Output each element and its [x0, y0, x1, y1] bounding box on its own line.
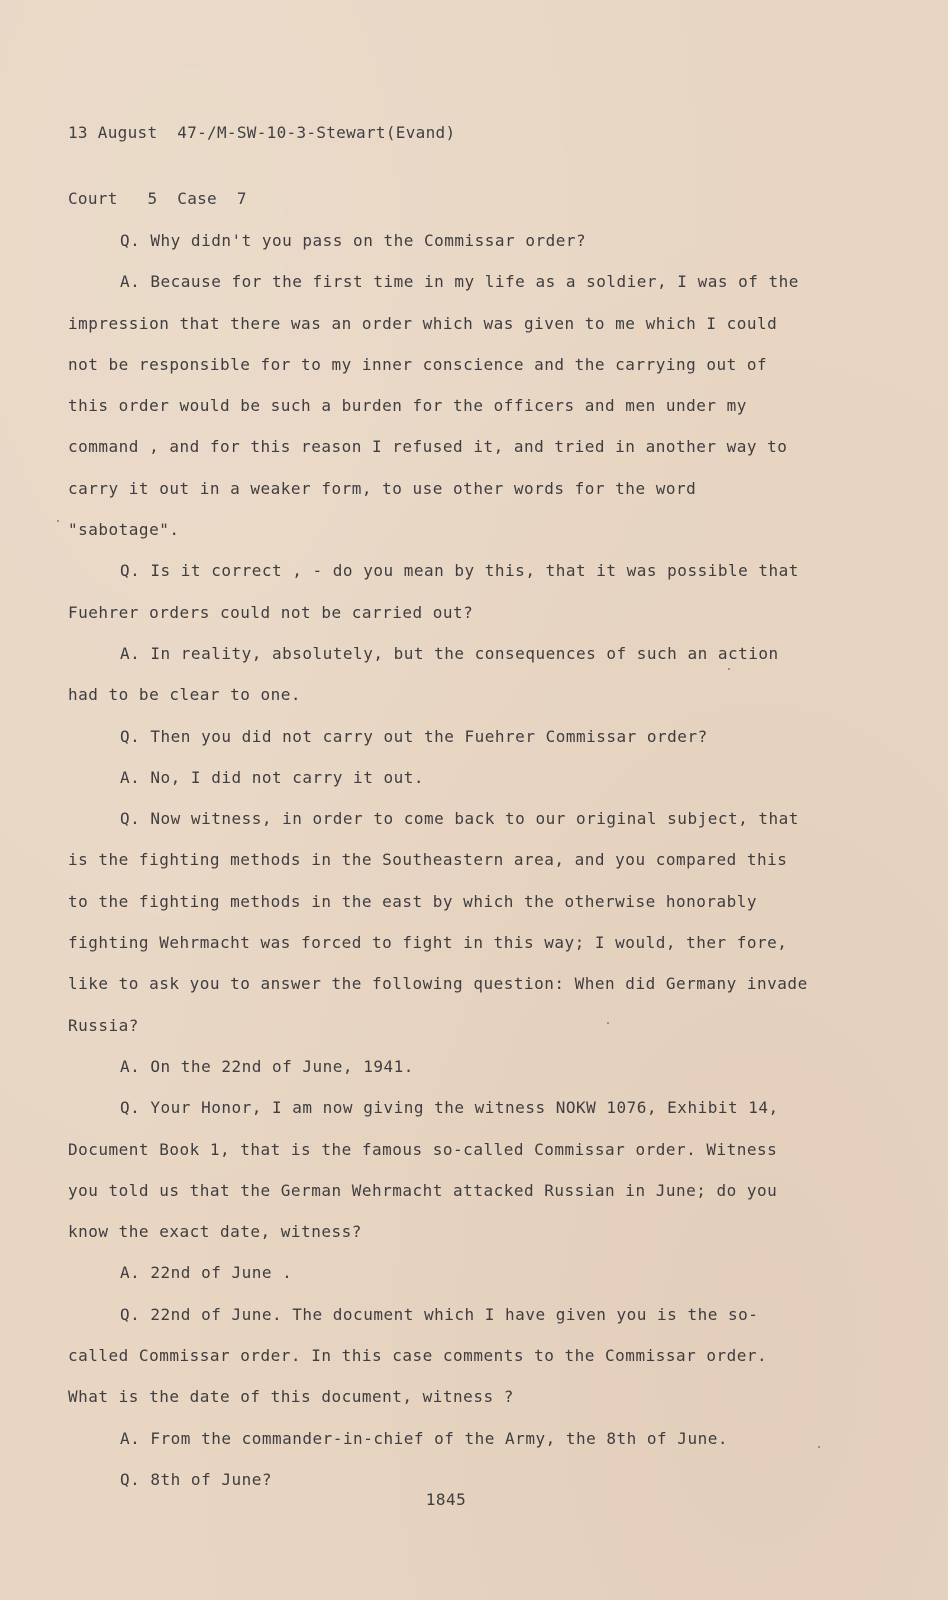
paper-speck — [728, 668, 730, 670]
transcript-paragraph: A. Because for the first time in my life as a soldier, I was of the impression that there was an order which was given to me which I could not be responsible for to my inner conscience and the carrying out of this order would be such a burden for the officers and men under my command , and for this reason I refused it, and tried in another way to carry it out in a weaker form, to use other words for the word "sabotage". — [68, 272, 799, 540]
transcript-paragraph: A. From the commander-in-chief of the Army, the 8th of June. — [120, 1428, 728, 1448]
transcript-paragraph: Q. Is it correct , - do you mean by this, that it was possible that Fuehrer orders could not be carried out? — [68, 561, 799, 622]
paper-speck — [57, 520, 59, 522]
transcript-paragraph: Q. 22nd of June. The document which I have given you is the so-called Commissar order. In this case comments to the Commissar order. What is the date of this document, witness ? — [68, 1304, 768, 1407]
header-date-reference: 13 August 47-/M-SW-10-3-Stewart(Evand) — [68, 123, 456, 142]
transcript-paragraph: Q. Now witness, in order to come back to our original subject, that is the fighting methods in the Southeastern area, and you compared this to the fighting methods in the east by which the otherwise honorably fighting Wehrmacht was forced to fight in this way; I would, ther fore, like to ask you to answer the following question: When did Germany invade Russia? — [68, 809, 808, 1035]
transcript-paragraph: Q. Then you did not carry out the Fuehrer Commissar order? — [120, 726, 708, 746]
transcript-paragraph: A. In reality, absolutely, but the consequences of such an action had to be clear to one. — [68, 643, 779, 705]
transcript-paragraph: Q. Your Honor, I am now giving the witness NOKW 1076, Exhibit 14, Document Book 1, that is the famous so-called Commissar order. Witness you told us that the German Wehrmacht attacked Russian in June; do you know the exact date, witness? — [68, 1098, 779, 1242]
page-number: 1845 — [425, 1490, 467, 1509]
transcript-paragraph: A. 22nd of June . — [120, 1263, 293, 1283]
paper-speck — [607, 1022, 609, 1024]
transcript-body — [68, 220, 808, 1500]
transcript-paragraph: Q. Why didn't you pass on the Commissar order? — [120, 231, 587, 250]
paper-speck — [818, 1446, 820, 1448]
header-court-case: Court 5 Case 7 — [68, 189, 247, 208]
transcript-paragraph: A. No, I did not carry it out. — [120, 767, 424, 787]
transcript-paragraph: A. On the 22nd of June, 1941. — [120, 1056, 414, 1076]
transcript-paragraph: Q. 8th of June? — [120, 1469, 272, 1489]
